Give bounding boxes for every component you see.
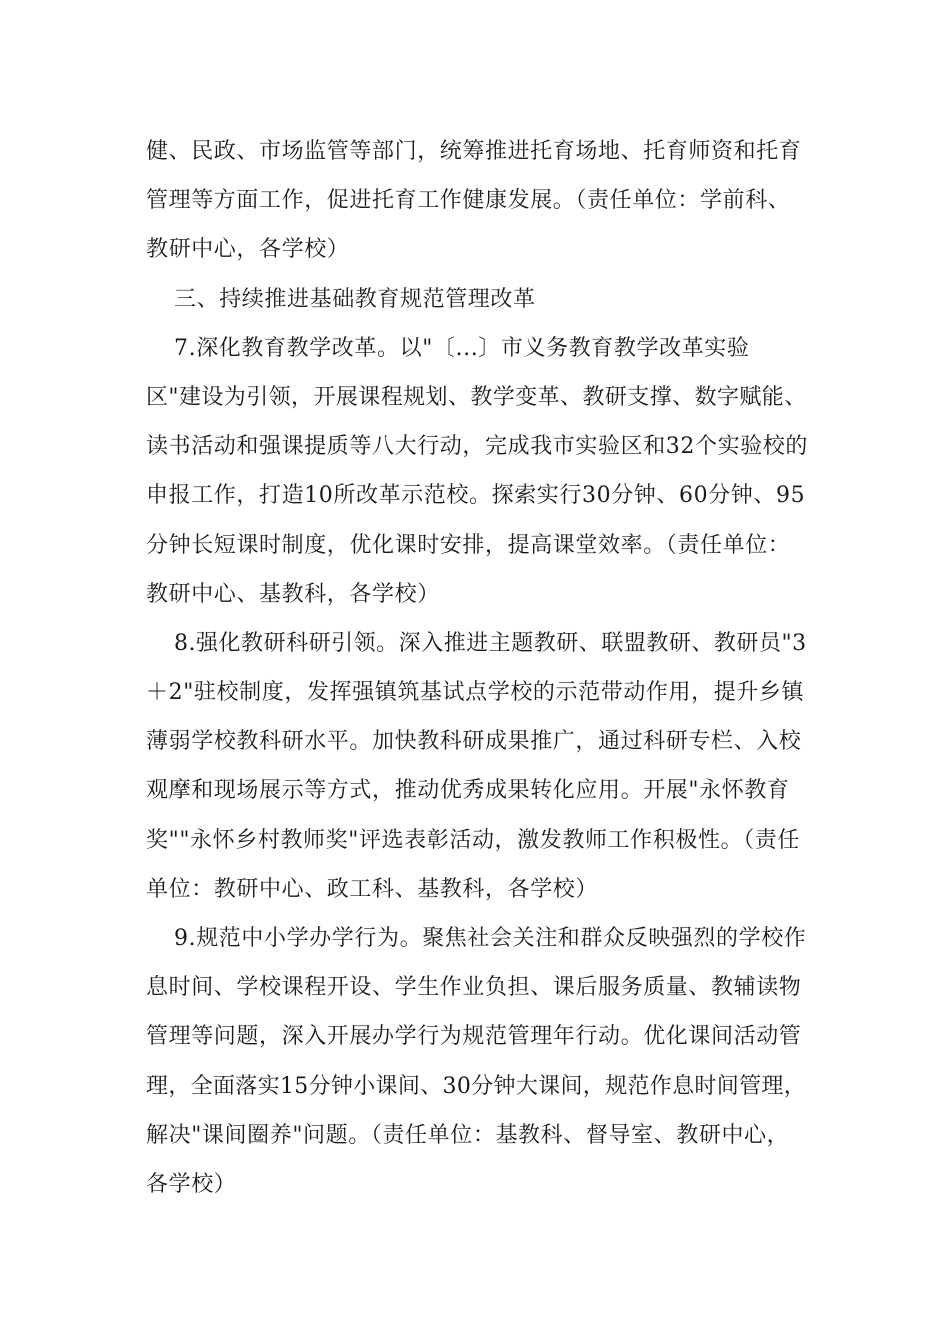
text-line: 申报工作，打造10所改革示范校。探索实行30分钟、60分钟、95 [146,483,806,509]
text-line: 薄弱学校教科研水平。加快教科研成果推广，通过科研专栏、入校 [146,729,802,755]
text-line: 读书活动和强课提质等八大行动，完成我市实验区和32个实验校的 [146,434,808,460]
text-line: 息时间、学校课程开设、学生作业负担、课后服务质量、教辅读物 [146,975,802,1001]
text-line: ＋2"驻校制度，发挥强镇筑基试点学校的示范带动作用，提升乡镇 [146,680,805,706]
text-line: 奖""永怀乡村教师奖"评选表彰活动，激发教师工作积极性。（责任 [146,827,800,853]
document-body [146,127,808,1209]
text-line: 7.深化教育教学改革。以"〔...〕市义务教育教学改革实验 [174,335,750,361]
text-line: 区"建设为引领，开展课程规划、教学变革、教研支撑、数字赋能、 [146,384,807,410]
text-line: 管理等问题，深入开展办学行为规范管理年行动。优化课间活动管 [146,1024,802,1050]
text-line: 教研中心、基教科，各学校） [146,581,440,607]
text-line: 管理等方面工作，促进托育工作健康发展。（责任单位：学前科、 [146,188,791,214]
text-line: 解决"课间圈养"问题。（责任单位：基教科、督导室、教研中心， [146,1122,790,1148]
text-line: 三、持续推进基础教育规范管理改革 [174,286,536,312]
text-line: 观摩和现场展示等方式，推动优秀成果转化应用。开展"永怀教育 [146,778,790,804]
text-line: 教研中心，各学校） [146,237,350,263]
text-line: 各学校） [146,1171,237,1197]
text-line: 单位：教研中心、政工科、基教科，各学校） [146,876,599,902]
text-line: 8.强化教研科研引领。深入推进主题教研、联盟教研、教研员"3 [174,630,807,656]
text-line: 分钟长短课时制度，优化课时安排，提高课堂效率。（责任单位： [146,532,791,558]
text-line: 理，全面落实15分钟小课间、30分钟大课间，规范作息时间管理， [146,1073,807,1099]
text-line: 9.规范中小学办学行为。聚焦社会关注和群众反映强烈的学校作 [174,926,807,951]
text-line: 健、民政、市场监管等部门，统筹推进托育场地、托育师资和托育 [146,139,802,164]
